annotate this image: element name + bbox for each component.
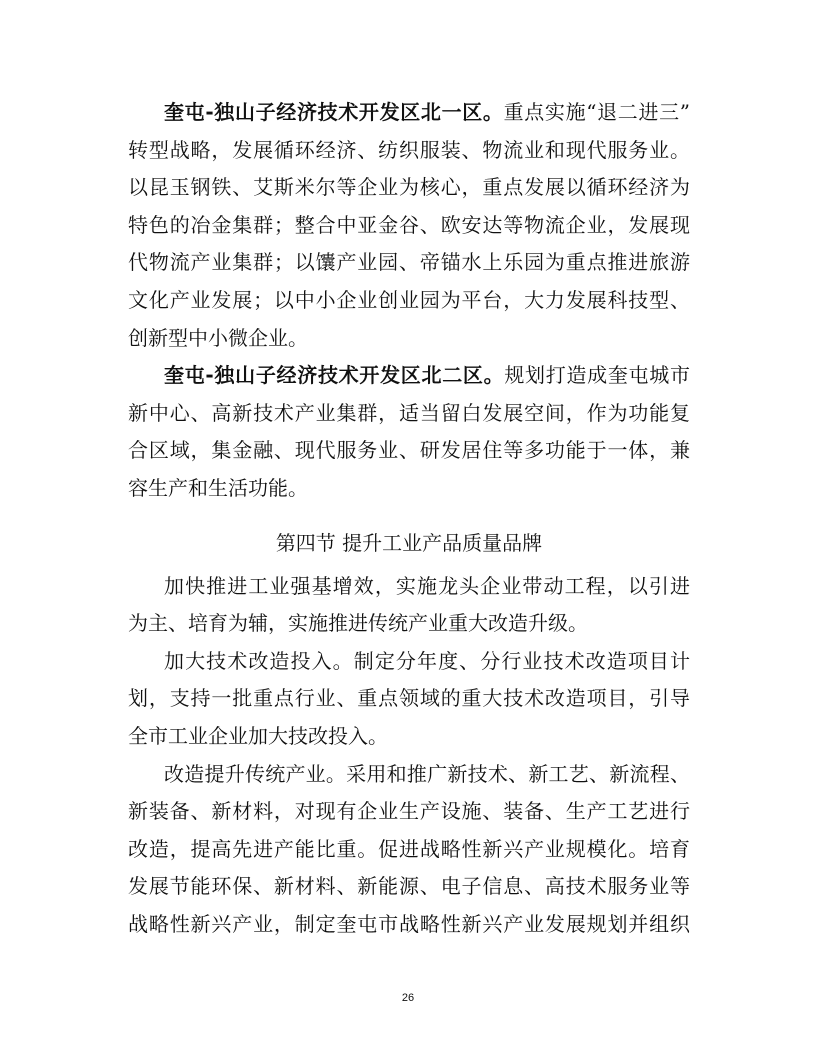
- paragraph-line: 合区域，集金融、现代服务业、研发居住等多功能于一体，兼: [128, 438, 690, 463]
- paragraph-upgrade-traditional: [128, 756, 690, 944]
- paragraph-line: 新中心、高新技术产业集群，适当留白发展空间，作为功能复: [128, 400, 690, 425]
- document-body: [128, 94, 690, 943]
- paragraph-north-zone-2: [128, 357, 690, 507]
- paragraph-line: 特色的冶金集群；整合中亚金谷、欧安达等物流企业，发展现: [128, 212, 690, 237]
- paragraph-line: 加大技术改造投入。制定分年度、分行业技术改造项目计: [164, 648, 690, 673]
- paragraph-intro: [128, 568, 690, 643]
- paragraph-line: 新装备、新材料，对现有企业生产设施、装备、生产工艺进行: [128, 799, 690, 824]
- page-number: 26: [401, 992, 415, 1004]
- paragraph-line: 全市工业企业加大技改投入。: [128, 723, 388, 748]
- paragraph-line: 划，支持一批重点行业、重点领域的重大技术改造项目，引导: [128, 686, 690, 711]
- paragraph-line: 转型战略，发展循环经济、纺织服装、物流业和现代服务业。: [128, 137, 690, 162]
- paragraph-line: [128, 357, 690, 395]
- paragraph-north-zone-1: [128, 94, 690, 357]
- paragraph-line: 以昆玉钢铁、艾斯米尔等企业为核心，重点发展以循环经济为: [128, 175, 690, 200]
- paragraph-lead: 奎屯-独山子经济技术开发区北一区。: [164, 100, 504, 124]
- paragraph-tech-investment: [128, 643, 690, 756]
- paragraph-line: [128, 94, 690, 132]
- paragraph-line: 代物流产业集群；以馕产业园、帝锚水上乐园为重点推进旅游: [128, 250, 690, 275]
- paragraph-line: 战略性新兴产业，制定奎屯市战略性新兴产业发展规划并组织: [128, 911, 690, 936]
- paragraph-text: 规划打造成奎屯城市: [504, 363, 690, 388]
- paragraph-line: 容生产和生活功能。: [128, 475, 308, 500]
- paragraph-lead: 奎屯-独山子经济技术开发区北二区。: [164, 363, 505, 388]
- section-heading: 第四节 提升工业产品质量品牌: [275, 530, 543, 555]
- paragraph-line: 文化产业发展；以中小企业创业园为平台，大力发展科技型、: [128, 287, 690, 312]
- paragraph-line: 加快推进工业强基增效，实施龙头企业带动工程，以引进: [164, 573, 690, 598]
- paragraph-text: 重点实施“退二进三”: [503, 100, 690, 124]
- paragraph-line: 发展节能环保、新材料、新能源、电子信息、高技术服务业等: [128, 874, 690, 899]
- paragraph-line: 改造，提高先进产能比重。促进战略性新兴产业规模化。培育: [128, 836, 690, 861]
- paragraph-line: 改造提升传统产业。采用和推广新技术、新工艺、新流程、: [164, 761, 690, 786]
- paragraph-line: 为主、培育为辅，实施推进传统产业重大改造升级。: [128, 611, 588, 636]
- paragraph-line: 创新型中小微企业。: [128, 325, 308, 350]
